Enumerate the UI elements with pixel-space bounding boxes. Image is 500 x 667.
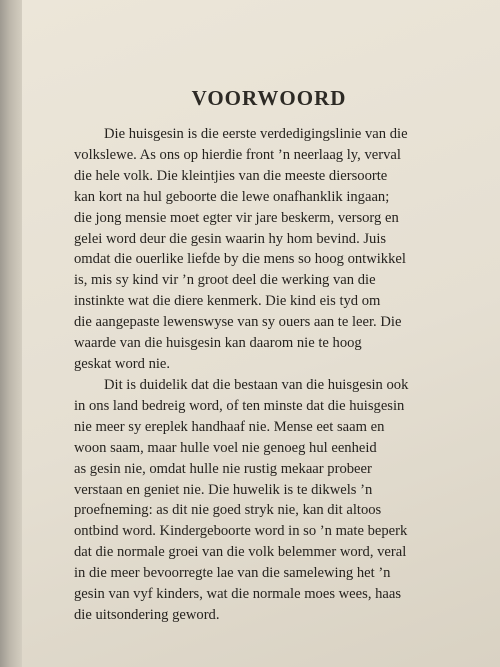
text-line: dat die normale groei van die volk belemmer word, veral (74, 544, 407, 561)
text-line: verstaan en geniet nie. Die huwelik is te dikwels ’n (74, 481, 373, 498)
page-title: VOORWOORD (191, 86, 347, 110)
book-spine-gutter (0, 0, 22, 667)
paragraph-2 (74, 375, 479, 626)
book-page (22, 0, 500, 667)
text-line: die jong mensie moet egter vir jare beskerm, versorg en (74, 209, 399, 226)
text-line: instinkte wat die diere kenmerk. Die kind eis tyd om (74, 293, 381, 310)
text-line: proefneming: as dit nie goed stryk nie, kan dit altoos (74, 502, 382, 519)
text-line: in ons land bedreig word, of ten minste dat die huisgesin (74, 397, 405, 414)
text-line: die aangepaste lewenswyse van sy ouers aan te leer. Die (74, 314, 402, 331)
text-line: as gesin nie, omdat hulle nie rustig mekaar probeer (74, 460, 372, 477)
text-line: woon saam, maar hulle voel nie genoeg hul eenheid (74, 439, 377, 456)
text-line: gesin van vyf kinders, wat die normale moes wees, haas (74, 586, 402, 603)
text-line: is, mis sy kind vir ’n groot deel die werking van die (74, 272, 376, 289)
text-line: nie meer sy ereplek handhaaf nie. Mense eet saam en (74, 418, 385, 435)
text-line: die hele volk. Die kleintjies van die meeste diersoorte (74, 167, 388, 184)
text-line: volkslewe. As ons op hierdie front ’n neerlaag ly, verval (74, 146, 401, 163)
paragraph-1 (74, 124, 479, 375)
text-line: waarde van die huisgesin kan daarom nie te hoog (74, 335, 362, 352)
text-line: gelei word deur die gesin waarin hy hom bevind. Juis (74, 230, 387, 247)
text-line: in die meer bevoorregte lae van die samelewing het ’n (74, 565, 391, 582)
text-line: ontbind word. Kindergeboorte word in so ’n mate beperk (74, 523, 408, 540)
text-line: Dit is duidelik dat die bestaan van die huisgesin ook (104, 377, 409, 393)
text-line: die uitsondering geword. (74, 606, 220, 623)
text-line: Die huisgesin is die eerste verdedigingslinie van die (104, 126, 408, 142)
text-line: geskat word nie. (74, 355, 171, 372)
text-line: kan kort na hul geboorte die lewe onafhanklik ingaan; (74, 188, 390, 205)
text-line: omdat die ouerlike liefde by die mens so hoog ontwikkel (74, 251, 406, 268)
